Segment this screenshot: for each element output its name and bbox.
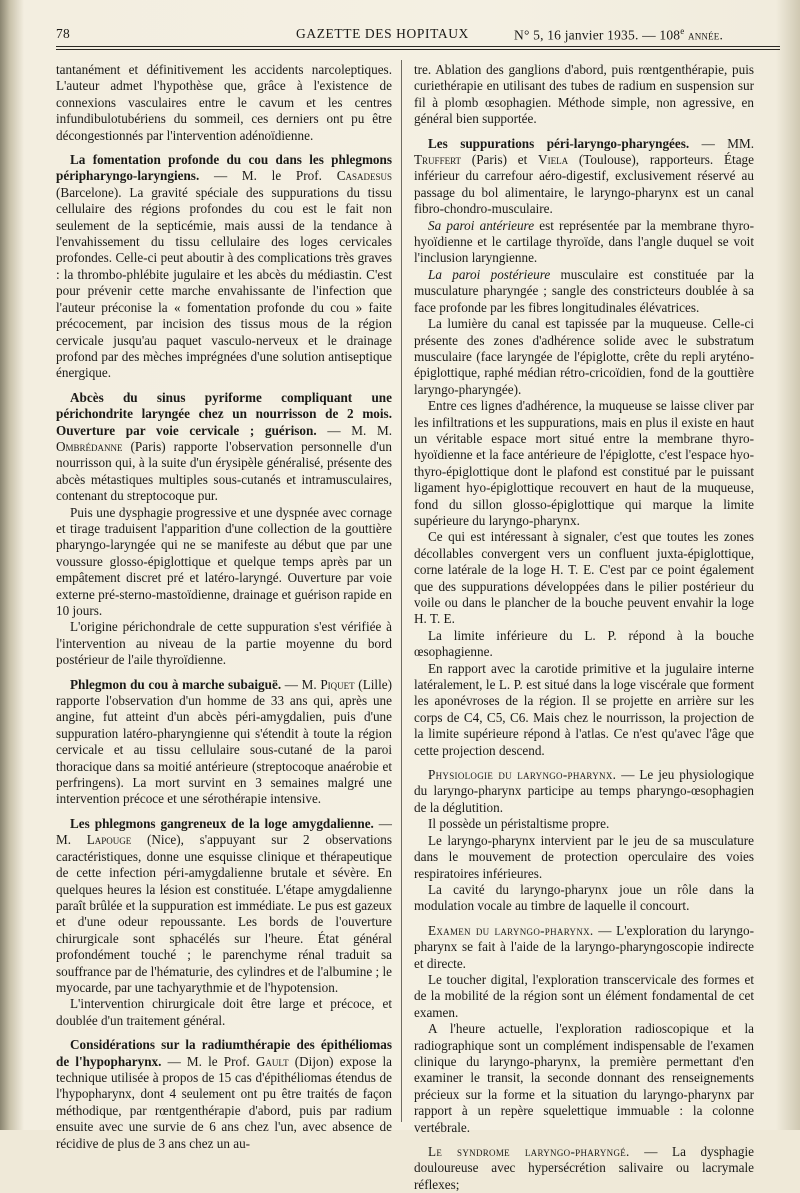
paragraph: tre. Ablation des ganglions d'abord, puis rœntgenthérapie, puis curiethérapie en utilisant des tubes de radium en suspension sur fil à plomb œsophagien. Méthode simple, non agressive, en général bien supportée. (414, 62, 754, 127)
article-phlegmon-subaigu (56, 677, 392, 808)
left-column (56, 62, 393, 1151)
issue-info (514, 26, 723, 44)
paragraph-text: musculaire est constituée par la musculature pharyngée ; sangle des constricteurs doublée à sa face profonde par les fibres longitudinales élévatrices. (414, 266, 754, 315)
paragraph: tantanément et définitivement les accidents narcoleptiques. L'auteur admet l'hypothèse que, grâce à l'existence de connexions vasculaires entre le cavum et les centres infundibulotubériens du sommeil, ces derniers ont pu être décongestionnés par l'intervention adénoïdienne. (56, 62, 392, 143)
page-number: 78 (56, 26, 70, 41)
article-title: Les suppurations péri-laryngo-pharyngées. (428, 135, 690, 151)
section-physiologie (414, 767, 754, 816)
author-name: Casadesus (336, 168, 392, 184)
paragraph: Puis une dysphagie progressive et une dyspnée avec cornage et tirage traduisent l'apparition d'une collection de la gouttière pharyngo-laryngée qui ne se manifeste au début que par une voussure glosso-épiglottique et quelque temps après par un empâtement discret pré et latéro-laryngé. Ouverture par voie externe pré-sterno-mastoïdienne, drainage et guérison rapide en 10 jours. (56, 504, 392, 618)
paragraph (414, 218, 754, 267)
author-connector: (Paris) et (461, 152, 539, 168)
article-phlegmons-gangreneux (56, 816, 392, 996)
section-heading: Physiologie du laryngo-pharynx. (428, 767, 617, 783)
paragraph: Il possède un péristaltisme propre. (428, 816, 610, 832)
section-body: — Le jeu physiologique du laryngo-pharynx participe au temps pharyngo-œsophagien de la déglutition. (414, 767, 755, 815)
paragraph-text: est représentée par la membrane thyro-hyoïdienne et le cartilage thyroïde, dans l'angle duquel se voit l'inclusion laryngienne. (414, 217, 755, 266)
header-rule-double (56, 49, 780, 50)
issue-year-label: année. (688, 27, 724, 43)
paragraph: A l'heure actuelle, l'exploration radioscopique et la radiographique sont un complément indispensable de l'examen clinique du laryngo-pharynx, la première permettant d'en examiner le transit, la seconde donnant des renseignements précieux sur la forme et la situation du laryngo-pharynx par rapport à un repère squelettique immuable : la colonne vertébrale. (414, 1021, 754, 1135)
running-header (56, 26, 780, 46)
paragraph: La lumière du canal est tapissée par la muqueuse. Celle-ci présente des zones d'adhérence solide avec le substratum musculaire (face laryngée de l'épiglotte, crête du repli aryténo-épiglottique, raphé médian rétro-cricoïdien, fond de la gouttière laryngo-pharyngée). (414, 316, 754, 397)
author-prefix: — M. (56, 815, 392, 848)
header-rule (56, 46, 780, 47)
issue-date: N° 5, 16 janvier 1935. — 108 (514, 27, 681, 43)
author-prefix: — MM. (689, 135, 754, 151)
article-suppurations (414, 136, 754, 218)
author-prefix: — M. M. (316, 422, 393, 438)
italic-lead: La paroi postérieure (428, 266, 551, 282)
article-body: (Nice), s'appuyant sur 2 observations caractéristiques, donne une esquisse clinique et thérapeutique de cette infection péri-amygdalienne brutale et sévère. En quelques heures la lésion est constituée. L'étape amygdalienne paraît brûlée et la suppuration est immédiate. Le pus est gazeux et d'une odeur repoussante. Les bords de l'ouverture chirurgicale sont sphacélés sur l'heure. État général profondément touché ; le parenchyme rénal traduit sa souffrance par de l'hématurie, des cylindres et de l'albumine ; le myocarde, par une tachyarythmie et de l'hypotension. (56, 832, 392, 995)
issue-superscript: e (680, 26, 685, 36)
author-prefix: — M. le Prof. (199, 168, 337, 184)
section-body: — L'exploration du laryngo-pharynx se fait à l'aide de la laryngo-pharyngoscopie indirecte et directe. (414, 922, 754, 971)
article-body: (Dijon) expose la technique utilisée à propos de 15 cas d'épithéliomas étendus de l'hypopharynx, dont 4 seulement ont pu être traités de façon méthodique, par rœntgenthérapie d'abord, puis par radium ensuite avec une survie de 6 ans chez l'un, avec absence de récidive de plus de 3 ans chez un au- (56, 1053, 392, 1151)
column-divider (401, 60, 402, 1122)
author-name: Ombrédanne (56, 438, 123, 454)
article-body: (Toulouse), rapporteurs. Étage inférieur du carrefour aéro-digestif, exclusivement réservé au passage du bol alimentaire, le laryngo-pharynx est un canal fibro-chondro-musculaire. (414, 152, 754, 217)
article-title: Abcès du sinus pyriforme compliquant une périchondrite laryngée chez un nourrisson de 2 mois. Ouverture par voie cervicale ; guérison. (56, 389, 392, 438)
paragraph: La cavité du laryngo-pharynx joue un rôle dans la modulation vocale au timbre de laquelle il concourt. (414, 881, 754, 914)
paragraph: En rapport avec la carotide primitive et la jugulaire interne latéralement, le L. P. est situé dans la loge viscérale que forment les aponévroses de la région. Il se projette en arrière sur les corps de C4, C5, C6. Mais chez le nourrisson, la projection de la limite supérieure répond à l'atlas. Ce n'est qu'avec l'âge que cette projection descend. (414, 660, 754, 758)
author-prefix: — M. (281, 676, 321, 692)
italic-lead: Sa paroi antérieure (428, 217, 535, 233)
article-body: (Lille) rapporte l'observation d'un homme de 33 ans qui, après une angine, fut atteint d'un abcès péri-amygdalien, puis d'une suppuration latéro-pharyngienne qui s'étendit à toute la région cervicale et au tissu cellulaire sous-cutané de la paroi thoracique dans sa moitié antérieure (streptocoque anaérobie et perfringens). La mort survint en 3 semaines malgré une intervention précoce et une sérothérapie intensive. (56, 676, 392, 807)
author-name: Piquet (320, 676, 355, 692)
paragraph: Le toucher digital, l'exploration transcervicale des formes et de la mobilité de la région sont un élément fondamental de cet examen. (414, 971, 754, 1020)
author-name: Viela (538, 152, 569, 168)
article-fomentation (56, 152, 392, 382)
article-title: Les phlegmons gangreneux de la loge amygdalienne. (70, 815, 374, 831)
paragraph: La limite inférieure du L. P. répond à la bouche œsophagienne. (414, 627, 754, 660)
section-heading: Examen du laryngo-pharynx. (428, 922, 594, 938)
author-name: Gault (255, 1053, 289, 1069)
author-name: Lapouge (86, 832, 132, 848)
paragraph: Le laryngo-pharynx intervient par le jeu de sa musculature dans le mouvement de protection operculaire des voies respiratoires inférieures. (414, 832, 754, 881)
paragraph: Ce qui est intéressant à signaler, c'est que toutes les zones décollables convergent vers un confluent juxta-épiglottique, corne latérale de la loge H. T. E. C'est par ce point également que des suppurations développées dans le pilier postérieur du voile ou dans le plancher de la bouche peuvent envahir la loge H. T. E. (414, 529, 754, 627)
author-name: Truffert (414, 152, 462, 168)
article-abces-sinus (56, 390, 392, 505)
article-title: Considérations sur la radiumthérapie des épithéliomas de l'hypopharynx. (56, 1037, 392, 1069)
article-title: La fomentation profonde du cou dans les phlegmons péripharyngo-laryngiens. (56, 152, 392, 184)
article-body: (Barcelone). La gravité spéciale des suppurations du tissu cellulaire des régions profondes du cou est le fait non seulement de la septicémie, mais aussi de la tendance à l'envahissement du tissu cellulaire des loges cervicales profondes. Celle-ci peut aboutir à des complications très graves : la thrombo-phlébite jugulaire et les abcès du médiastin. C'est pour prévenir cette marche envahissante de l'infection que l'auteur préconise la « fomentation profonde du cou » faite précocement, par incision des tissus mous de la région cervicale jusqu'au paquet vasculo-nerveux et le drainage profond par des mèches imprégnées d'une solution antiseptique énergique. (56, 184, 392, 381)
journal-title: GAZETTE DES HOPITAUX (296, 26, 469, 41)
paragraph: Entre ces lignes d'adhérence, la muqueuse se laisse cliver par les infiltrations et les suppurations, mais en plus il existe en haut un véritable espace mort situé entre la membrane thyro-hyoïdienne et la face antérieure de l'épiglotte, c'est l'espace hyo-thyro-épiglottique dont le plafond est constitué par le puissant ligament hyo-épiglottique recouvert en haut de la muqueuse, fond du sillon glosso-épiglottique qui marque la limite supérieure du laryngo-pharynx. (414, 398, 754, 528)
right-column (414, 62, 755, 1192)
article-radiumtherapie (56, 1037, 392, 1152)
section-syndrome (414, 1144, 754, 1193)
paragraph: L'origine périchondrale de cette suppuration s'est vérifiée à l'intervention au niveau de la partie moyenne du bord postérieur de l'aile thyroïdienne. (56, 619, 392, 668)
article-body: (Paris) rapporte l'observation personnelle d'un nourrisson qui, à la suite d'un érysipèle généralisé, présente des abcès métastiques multiples sous-cutanés et intramusculaires, contenant du streptocoque pur. (56, 438, 392, 504)
author-prefix: — M. le Prof. (161, 1053, 256, 1069)
section-body: — La dysphagie douloureuse avec hypersécrétion salivaire ou lacrymale réflexes; (414, 1144, 754, 1192)
paragraph: L'intervention chirurgicale doit être large et précoce, et doublée d'un traitement général. (56, 996, 392, 1028)
section-examen (414, 923, 754, 972)
article-title: Phlegmon du cou à marche subaiguë. (70, 676, 282, 692)
section-heading: Le syndrome laryngo-pharyngé. (428, 1144, 630, 1159)
paragraph (414, 267, 754, 316)
